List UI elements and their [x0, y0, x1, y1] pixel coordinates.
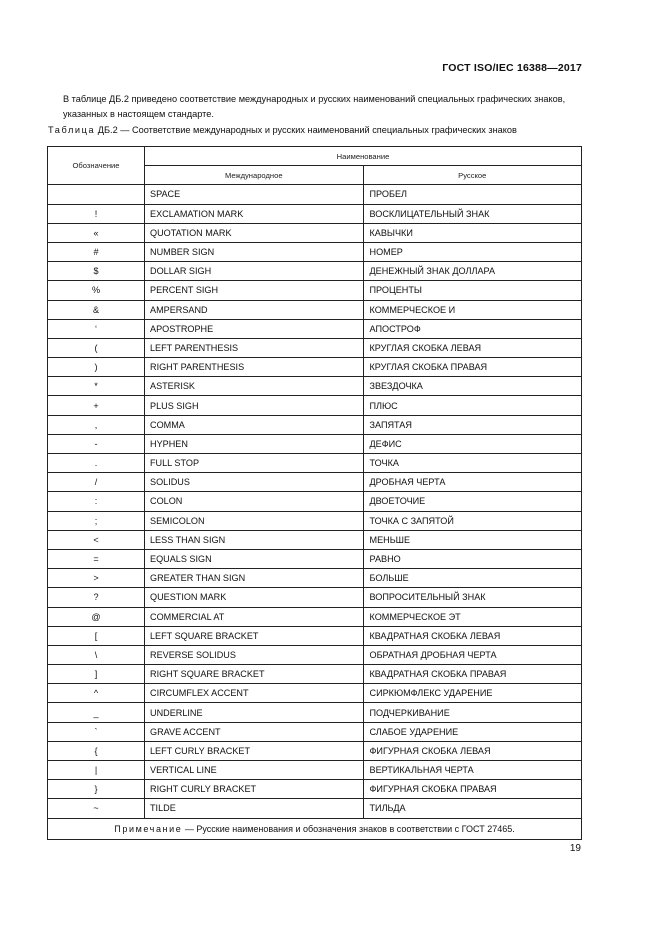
header-international: Международное: [145, 166, 364, 185]
table-row: [48, 665, 582, 684]
russian-name-cell: ФИГУРНАЯ СКОБКА ЛЕВАЯ: [363, 741, 582, 760]
international-name-cell: AMPERSAND: [145, 300, 364, 319]
symbol-cell: %: [48, 281, 145, 300]
international-name-cell: PERCENT SIGH: [145, 281, 364, 300]
russian-name-cell: ЗВЕЗДОЧКА: [363, 377, 582, 396]
russian-name-cell: ДЕФИС: [363, 434, 582, 453]
international-name-cell: DOLLAR SIGH: [145, 262, 364, 281]
russian-name-cell: МЕНЬШЕ: [363, 530, 582, 549]
russian-name-cell: КРУГЛАЯ СКОБКА ЛЕВАЯ: [363, 338, 582, 357]
russian-name-cell: ПЛЮС: [363, 396, 582, 415]
symbol-cell: (: [48, 338, 145, 357]
international-name-cell: LESS THAN SIGN: [145, 530, 364, 549]
symbol-cell: ]: [48, 665, 145, 684]
international-name-cell: FULL STOP: [145, 454, 364, 473]
symbol-cell: |: [48, 761, 145, 780]
note-text: — Русские наименования и обозначения знаков в соответствии с ГОСТ 27465.: [182, 823, 515, 834]
international-name-cell: PLUS SIGH: [145, 396, 364, 415]
table-row: [48, 780, 582, 799]
symbol-cell: `: [48, 722, 145, 741]
russian-name-cell: СЛАБОЕ УДАРЕНИЕ: [363, 722, 582, 741]
russian-name-cell: ТОЧКА: [363, 454, 582, 473]
table-row: [48, 626, 582, 645]
russian-name-cell: СИРКЮМФЛЕКС УДАРЕНИЕ: [363, 684, 582, 703]
international-name-cell: COMMA: [145, 415, 364, 434]
russian-name-cell: ДРОБНАЯ ЧЕРТА: [363, 473, 582, 492]
international-name-cell: UNDERLINE: [145, 703, 364, 722]
russian-name-cell: НОМЕР: [363, 242, 582, 261]
table-row: [48, 242, 582, 261]
intro-paragraph: [63, 92, 585, 121]
table-row: [48, 645, 582, 664]
symbol-cell: ;: [48, 511, 145, 530]
international-name-cell: COLON: [145, 492, 364, 511]
table-row: [48, 492, 582, 511]
table-row: [48, 319, 582, 338]
table-row: [48, 530, 582, 549]
symbol-cell: /: [48, 473, 145, 492]
table-row: [48, 185, 582, 204]
header-russian: Русское: [363, 166, 582, 185]
russian-name-cell: БОЛЬШЕ: [363, 569, 582, 588]
symbol-cell: -: [48, 434, 145, 453]
international-name-cell: TILDE: [145, 799, 364, 818]
russian-name-cell: КАВЫЧКИ: [363, 223, 582, 242]
international-name-cell: QUOTATION MARK: [145, 223, 364, 242]
russian-name-cell: КОММЕРЧЕСКОЕ ЭТ: [363, 607, 582, 626]
table-row: [48, 684, 582, 703]
symbol-cell: ?: [48, 588, 145, 607]
international-name-cell: COMMERCIAL AT: [145, 607, 364, 626]
caption-prefix: Таблица: [48, 125, 96, 135]
russian-name-cell: ЗАПЯТАЯ: [363, 415, 582, 434]
international-name-cell: EQUALS SIGN: [145, 549, 364, 568]
russian-name-cell: ВОСКЛИЦАТЕЛЬНЫЙ ЗНАК: [363, 204, 582, 223]
russian-name-cell: АПОСТРОФ: [363, 319, 582, 338]
russian-name-cell: ПОДЧЕРКИВАНИЕ: [363, 703, 582, 722]
international-name-cell: REVERSE SOLIDUS: [145, 645, 364, 664]
caption-text: ДБ.2 — Соответствие международных и русских наименований специальных графических знаков: [95, 125, 517, 135]
russian-name-cell: ТОЧКА С ЗАПЯТОЙ: [363, 511, 582, 530]
russian-name-cell: ПРОБЕЛ: [363, 185, 582, 204]
symbol-cell: =: [48, 549, 145, 568]
russian-name-cell: КРУГЛАЯ СКОБКА ПРАВАЯ: [363, 358, 582, 377]
international-name-cell: NUMBER SIGN: [145, 242, 364, 261]
international-name-cell: QUESTION MARK: [145, 588, 364, 607]
table-row: [48, 607, 582, 626]
header-symbol: Обозначение: [48, 147, 145, 185]
symbol-cell: _: [48, 703, 145, 722]
table-row: [48, 262, 582, 281]
international-name-cell: VERTICAL LINE: [145, 761, 364, 780]
table-row: [48, 741, 582, 760]
international-name-cell: GREATER THAN SIGN: [145, 569, 364, 588]
russian-name-cell: ВОПРОСИТЕЛЬНЫЙ ЗНАК: [363, 588, 582, 607]
international-name-cell: LEFT PARENTHESIS: [145, 338, 364, 357]
international-name-cell: APOSTROPHE: [145, 319, 364, 338]
page-number: 19: [569, 843, 581, 854]
table-row: [48, 358, 582, 377]
table-row: [48, 300, 582, 319]
international-name-cell: RIGHT CURLY BRACKET: [145, 780, 364, 799]
russian-name-cell: РАВНО: [363, 549, 582, 568]
russian-name-cell: КВАДРАТНАЯ СКОБКА ЛЕВАЯ: [363, 626, 582, 645]
international-name-cell: GRAVE ACCENT: [145, 722, 364, 741]
symbol-cell: !: [48, 204, 145, 223]
table-row: [48, 549, 582, 568]
international-name-cell: RIGHT SQUARE BRACKET: [145, 665, 364, 684]
symbol-cell: $: [48, 262, 145, 281]
russian-name-cell: ДЕНЕЖНЫЙ ЗНАК ДОЛЛАРА: [363, 262, 582, 281]
header-name: Наименование: [145, 147, 582, 166]
symbol-cell: >: [48, 569, 145, 588]
table-row: [48, 223, 582, 242]
table-row: [48, 473, 582, 492]
international-name-cell: SPACE: [145, 185, 364, 204]
table-row: [48, 281, 582, 300]
symbol-cell: [48, 185, 145, 204]
table-row: [48, 454, 582, 473]
symbol-cell: \: [48, 645, 145, 664]
international-name-cell: LEFT SQUARE BRACKET: [145, 626, 364, 645]
table-row: [48, 377, 582, 396]
international-name-cell: CIRCUMFLEX ACCENT: [145, 684, 364, 703]
international-name-cell: ASTERISK: [145, 377, 364, 396]
table-row: [48, 761, 582, 780]
international-name-cell: SEMICOLON: [145, 511, 364, 530]
table-row: [48, 588, 582, 607]
symbol-cell: ^: [48, 684, 145, 703]
symbol-cell: ): [48, 358, 145, 377]
symbol-cell: &: [48, 300, 145, 319]
table-row: [48, 569, 582, 588]
symbol-cell: +: [48, 396, 145, 415]
table-row: [48, 722, 582, 741]
table-row: [48, 415, 582, 434]
international-name-cell: EXCLAMATION MARK: [145, 204, 364, 223]
table-caption: [48, 125, 517, 135]
russian-name-cell: ОБРАТНАЯ ДРОБНАЯ ЧЕРТА: [363, 645, 582, 664]
table-note: [48, 818, 582, 839]
table-row: [48, 204, 582, 223]
symbol-cell: «: [48, 223, 145, 242]
intro-text: В таблице ДБ.2 приведено соответствие международных и русских наименований специальных графических знаков, указанных в настоящем стандарте.: [63, 94, 566, 119]
international-name-cell: LEFT CURLY BRACKET: [145, 741, 364, 760]
table-row: [48, 434, 582, 453]
russian-name-cell: КВАДРАТНАЯ СКОБКА ПРАВАЯ: [363, 665, 582, 684]
symbol-cell: [: [48, 626, 145, 645]
russian-name-cell: ПРОЦЕНТЫ: [363, 281, 582, 300]
document-code: ГОСТ ISO/IEC 16388—2017: [442, 62, 582, 74]
russian-name-cell: КОММЕРЧЕСКОЕ И: [363, 300, 582, 319]
russian-name-cell: ДВОЕТОЧИЕ: [363, 492, 582, 511]
table-row: [48, 396, 582, 415]
symbol-cell: #: [48, 242, 145, 261]
table-row: [48, 338, 582, 357]
russian-name-cell: ТИЛЬДА: [363, 799, 582, 818]
international-name-cell: HYPHEN: [145, 434, 364, 453]
symbol-cell: {: [48, 741, 145, 760]
symbol-cell: :: [48, 492, 145, 511]
symbol-cell: ‘: [48, 319, 145, 338]
note-label: Примечание: [114, 823, 183, 834]
symbol-cell: @: [48, 607, 145, 626]
table-row: [48, 703, 582, 722]
symbol-cell: .: [48, 454, 145, 473]
russian-name-cell: ФИГУРНАЯ СКОБКА ПРАВАЯ: [363, 780, 582, 799]
international-name-cell: RIGHT PARENTHESIS: [145, 358, 364, 377]
symbol-cell: *: [48, 377, 145, 396]
symbol-cell: <: [48, 530, 145, 549]
international-name-cell: SOLIDUS: [145, 473, 364, 492]
table-body: [48, 185, 582, 818]
symbol-cell: ,: [48, 415, 145, 434]
table-row: [48, 511, 582, 530]
symbols-table: [47, 146, 582, 840]
symbol-cell: }: [48, 780, 145, 799]
table-row: [48, 799, 582, 818]
symbol-cell: ~: [48, 799, 145, 818]
russian-name-cell: ВЕРТИКАЛЬНАЯ ЧЕРТА: [363, 761, 582, 780]
